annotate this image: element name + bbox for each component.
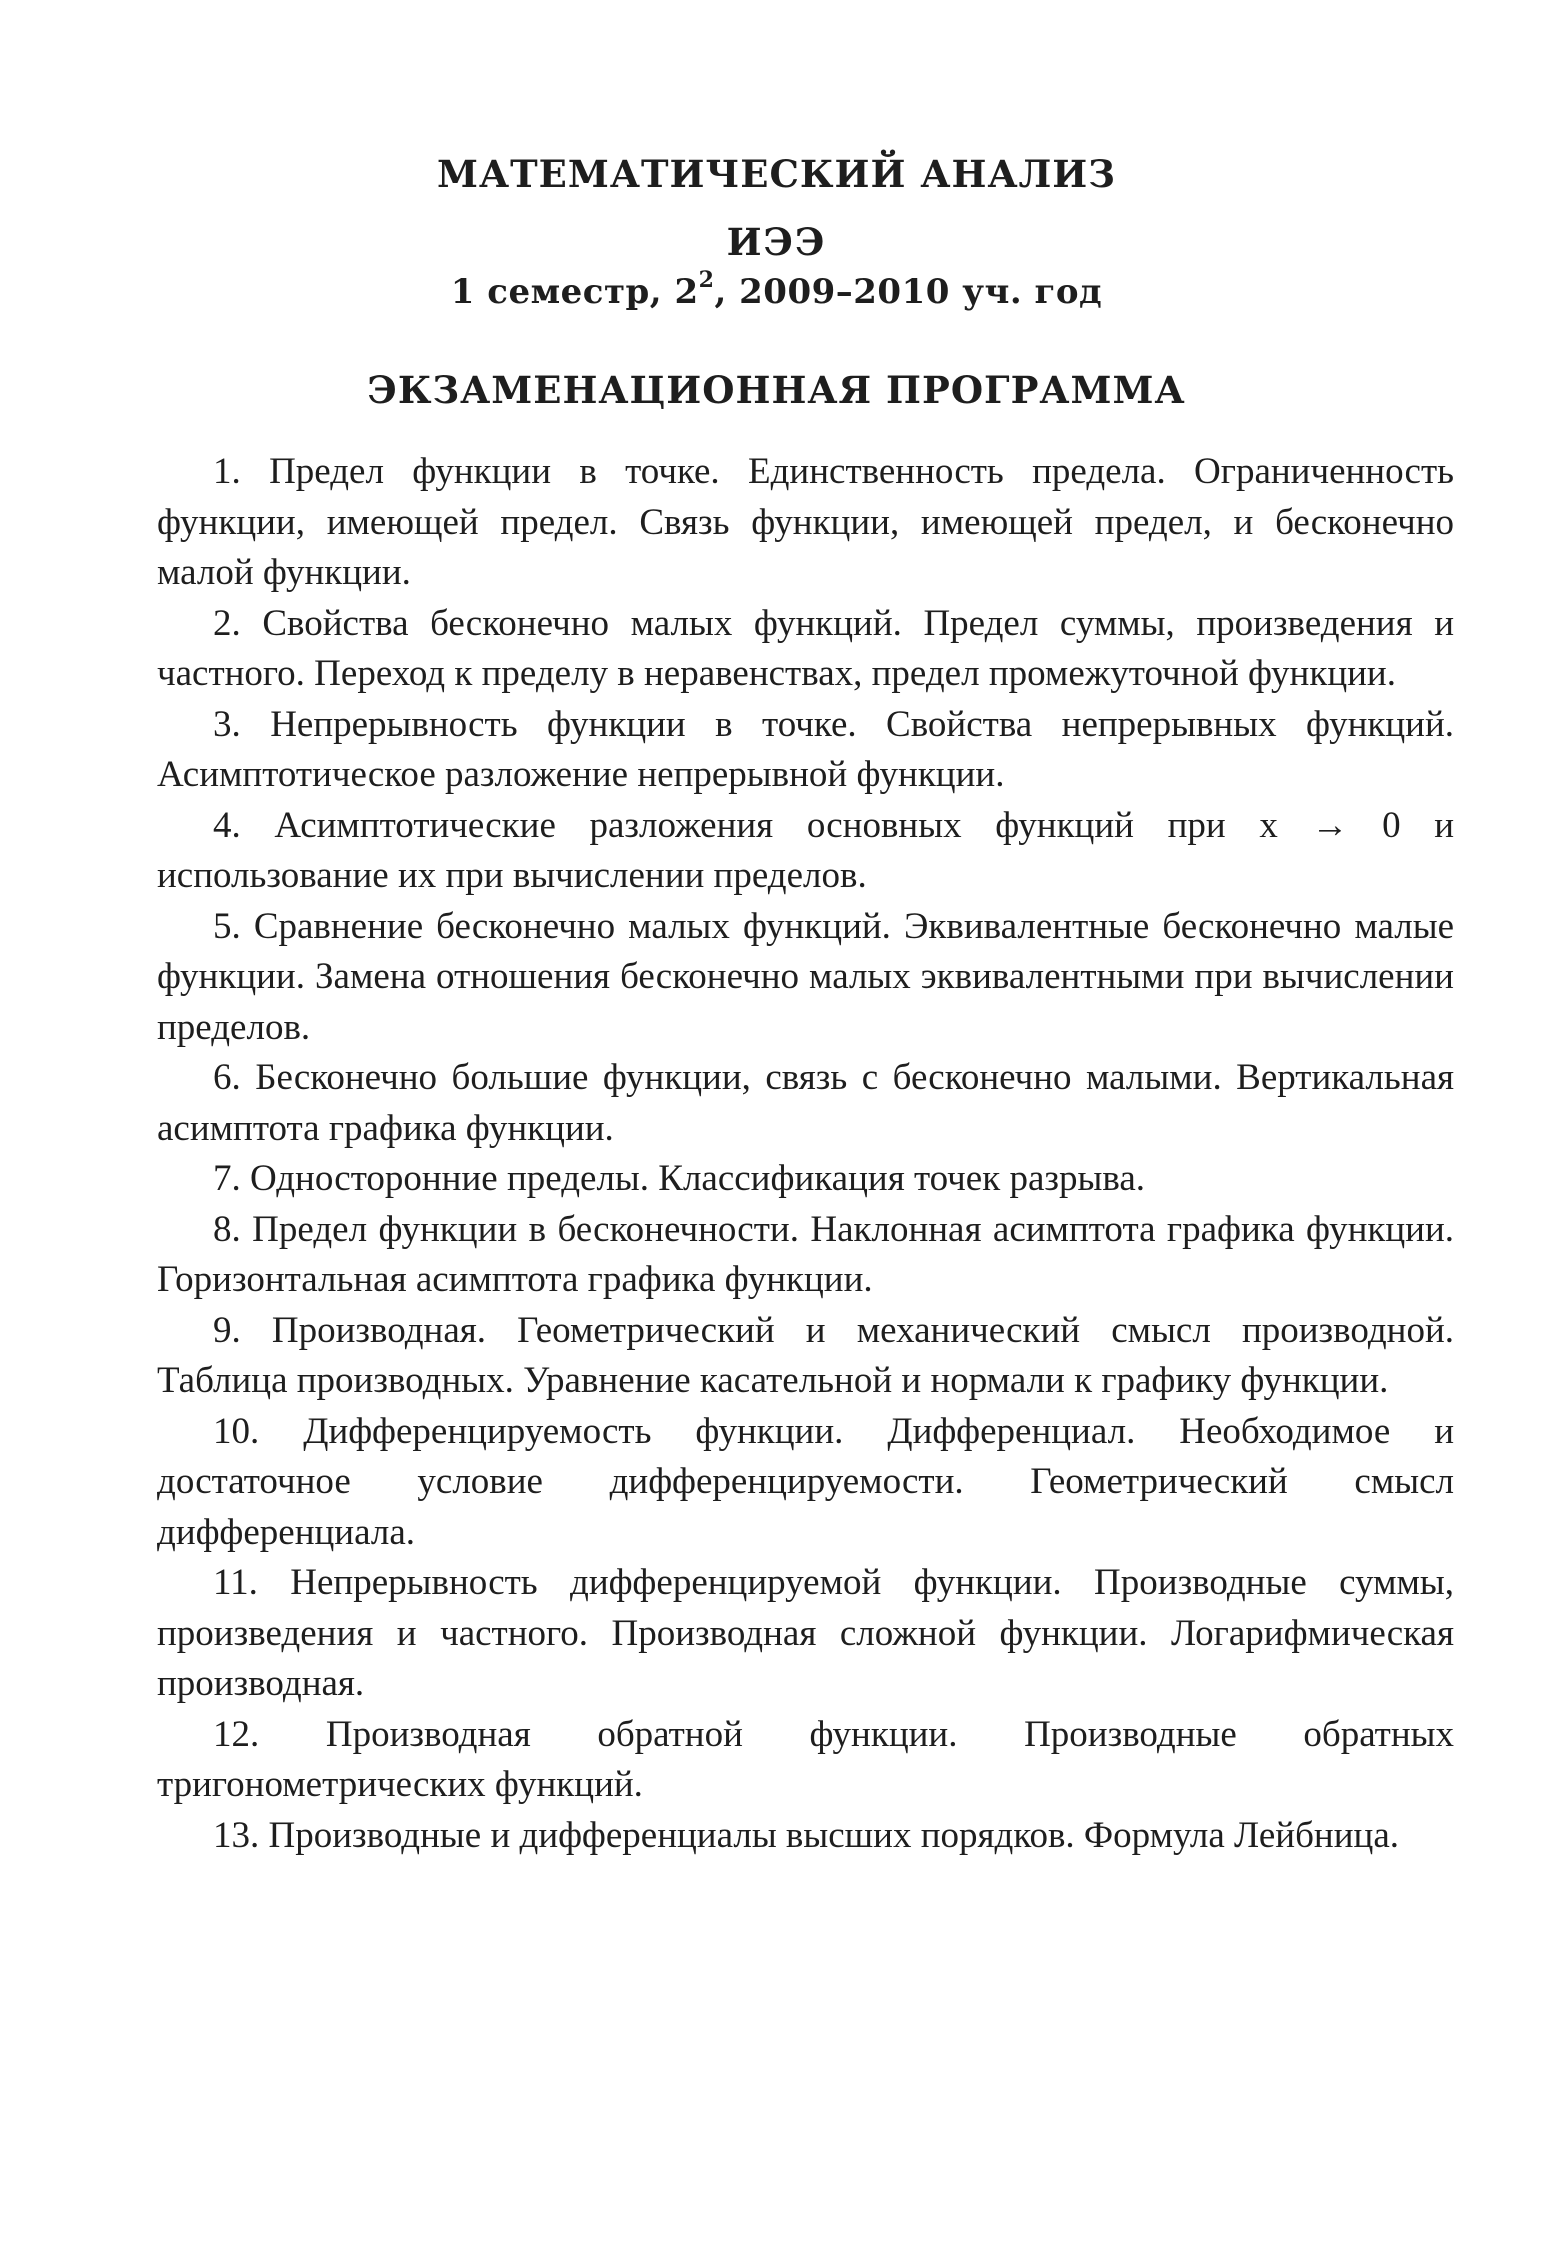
term-line <box>0 266 1553 312</box>
question-text: Производная обратной функции. Производные обратных тригонометрических функций. <box>157 1713 1454 1805</box>
question-text: Непрерывность функции в точке. Свойства непрерывных функций. Асимптотическое разложение непрерывной функции. <box>157 703 1455 795</box>
question-text: Производная. Геометрический и механический смысл производной. Таблица производных. Уравнение касательной и нормали к графику функции. <box>157 1309 1455 1401</box>
term-suffix: , 2009–2010 уч. год <box>714 272 1103 312</box>
question-number: 6. <box>213 1057 241 1098</box>
question-number: 10. <box>213 1410 260 1452</box>
question-text: Производные и дифференциалы высших порядков. Формула Лейбница. <box>268 1814 1399 1856</box>
program-heading: ЭКЗАМЕНАЦИОННАЯ ПРОГРАММА <box>367 368 1186 412</box>
question-number: 13. <box>213 1814 260 1856</box>
document-title: МАТЕМАТИЧЕСКИЙ АНАЛИЗ <box>437 152 1116 196</box>
department-name: ИЭЭ <box>726 220 827 264</box>
term-superscript: 2 <box>698 266 715 293</box>
exam-question-7 <box>157 1154 1454 1205</box>
question-number: 5. <box>213 905 241 947</box>
exam-question-11 <box>157 1558 1454 1710</box>
question-number: 1. <box>213 451 241 492</box>
exam-question-8 <box>157 1205 1454 1306</box>
question-text: Свойства бесконечно малых функций. Предел суммы, произведения и частного. Переход к пределу в неравенствах, предел промежуточной функции. <box>157 602 1454 694</box>
question-text: Бесконечно большие функции, связь с бесконечно малыми. Вертикальная асимптота графика функции. <box>157 1057 1455 1149</box>
exam-question-12 <box>157 1710 1454 1811</box>
question-number: 9. <box>213 1309 241 1351</box>
question-text: Непрерывность дифференцируемой функции. Производные суммы, произведения и частного. Производная сложной функции. Логарифмическая производная. <box>157 1562 1455 1704</box>
question-number: 7. <box>213 1158 241 1199</box>
question-number: 4. <box>213 804 241 846</box>
question-text: Предел функции в бесконечности. Наклонная асимптота графика функции. Горизонтальная асимптота графика функции. <box>157 1208 1455 1300</box>
exam-question-10 <box>157 1407 1454 1559</box>
question-number: 11. <box>213 1562 258 1603</box>
question-number: 3. <box>213 703 241 745</box>
question-number: 8. <box>213 1208 241 1250</box>
question-text: Сравнение бесконечно малых функций. Эквивалентные бесконечно малые функции. Замена отношения бесконечно малых эквивалентными при вычислении пределов. <box>157 905 1454 1048</box>
exam-question-4 <box>157 801 1454 902</box>
exam-question-13 <box>157 1811 1454 1862</box>
exam-question-2 <box>157 599 1454 700</box>
question-number: 2. <box>213 602 241 644</box>
term-prefix: 1 семестр, 2 <box>450 272 699 312</box>
exam-question-5 <box>157 902 1454 1054</box>
exam-question-9 <box>157 1306 1454 1407</box>
question-text: Дифференцируемость функции. Дифференциал. Необходимое и достаточное условие дифференцируемости. Геометрический смысл дифференциала. <box>157 1410 1455 1553</box>
exam-question-6 <box>157 1053 1454 1154</box>
question-number: 12. <box>213 1713 260 1755</box>
exam-question-3 <box>157 700 1454 801</box>
exam-question-list <box>157 447 1454 1861</box>
exam-question-1 <box>157 447 1454 599</box>
question-text: Односторонние пределы. Классификация точек разрыва. <box>250 1158 1145 1199</box>
question-text: Предел функции в точке. Единственность предела. Ограниченность функции, имеющей предел. Связь функции, имеющей предел, и бесконечно малой функции. <box>157 451 1454 593</box>
question-text: Асимптотические разложения основных функций при x → 0 и использование их при вычислении пределов. <box>157 804 1455 896</box>
